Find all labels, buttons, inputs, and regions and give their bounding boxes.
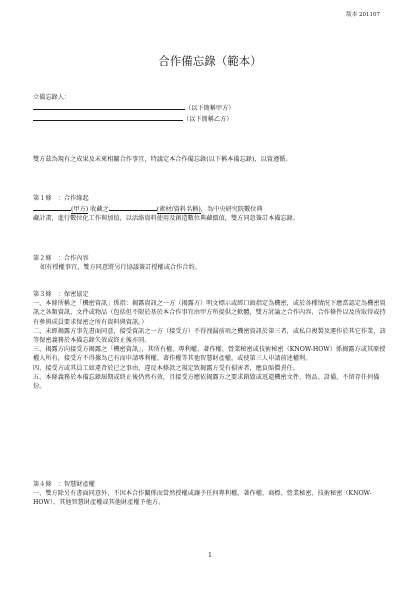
article-3-p5: 五、本條義務於本備忘錄屆期或終止後仍然有效，且接受方應依揭露方之要求銷毀或返還機密文件、物品、設備，不留存任何備份。 — [33, 373, 380, 391]
article-1-line1 — [33, 203, 389, 214]
article-3-p3: 三、揭露方向接受方揭露之「機密資訊」，其所有權、專利權、著作權、營業秘密或技術秘密（KNOW-HOW）係揭露方或其原授權人所有，接受方不得據為己有而申請專利權、著作權等其他智慧財產權，或使第三人申請前述權利。 — [33, 346, 386, 363]
article-2-text: 如有授權事宜，雙方同意將另行協議簽訂授權或合作合約。 — [40, 264, 201, 272]
party-a-suffix: （以下簡稱甲方） — [185, 105, 235, 113]
parties-label: 立備忘錄人： — [33, 94, 71, 101]
preamble — [33, 155, 389, 164]
article-4-p1: 一、雙方除另有書面同意外，不因本合作關係而當然授權或讓予任何專利權、著作權、商標、營業秘密、技術秘密（KNOW-HOW）、其他智慧財產權或其他財產權予他方。 — [33, 490, 372, 507]
party-b-line — [33, 113, 389, 124]
article-1-item-name: (素材/資料名稱) — [156, 206, 201, 214]
article-2 — [33, 254, 389, 272]
article-3-p1: 一、本條所稱之「機密資訊」係指：揭露資訊之一方（揭露方）明文標示或經口頭指定為機密，或於各種情況下應當認定為機密資訊之各類資訊、文件或物品（包括但不限於基於本合作事宜由甲方所提供之軟體，雙方討論之合作內容，合作條件以及所取得或持有參與成員要求保密之所有資料與資訊。） — [33, 300, 386, 326]
document-title: 合作備忘錄（範本） — [158, 54, 262, 68]
party-a-line — [33, 102, 389, 113]
article-1-line2: 藏計畫，進行數位化工作與加值，以活絡資料使用及創造數位典藏價值，雙方同意簽訂本備忘錄。 — [33, 215, 300, 223]
article-3-p2: 二、未經揭露方事先書面同意，接受資訊之一方（接受方）不得洩漏前項之機密資訊於第三者，或私自複製及運作於其它作業，該等保密義務於本備忘錄失效或終止後亦同。 — [33, 327, 386, 345]
article-1-heading: 第１條 ：合作緣起 — [33, 195, 89, 202]
article-3 — [33, 290, 389, 391]
article-1 — [33, 194, 389, 224]
party-b-suffix: （以下簡稱乙方） — [183, 116, 233, 124]
article-2-heading: 第２條 ：合作內容 — [33, 255, 89, 262]
article-1-blank-b[interactable] — [109, 203, 157, 211]
version-label: 版本 201107 — [346, 12, 380, 18]
party-a-blank[interactable] — [33, 102, 185, 110]
article-1-party-a: (甲方) — [71, 206, 89, 214]
article-1-collected: 收藏之 — [90, 206, 109, 214]
party-b-blank[interactable] — [33, 113, 183, 121]
article-4 — [33, 480, 389, 508]
article-3-p4: 四、接受方或其員工如違背於已之事由，違反本條款之規定致揭露方受有損害者，應負賠償責任。 — [33, 364, 300, 372]
article-4-heading: 第４條 ：智慧財產權 — [33, 481, 95, 488]
article-3-heading: 第３條 ：保密協定 — [33, 291, 89, 298]
article-1-blank-a[interactable] — [33, 203, 71, 211]
parties-section — [33, 93, 389, 125]
article-1-text1: ，為中央研究院數位典 — [200, 206, 263, 214]
preamble-text: 雙方茲為現有之成果及未來相關合作事宜，特議定本合作備忘錄(以下稱本備忘錄)，以資遵循。 — [33, 156, 292, 163]
page-number: 1 — [208, 552, 212, 559]
